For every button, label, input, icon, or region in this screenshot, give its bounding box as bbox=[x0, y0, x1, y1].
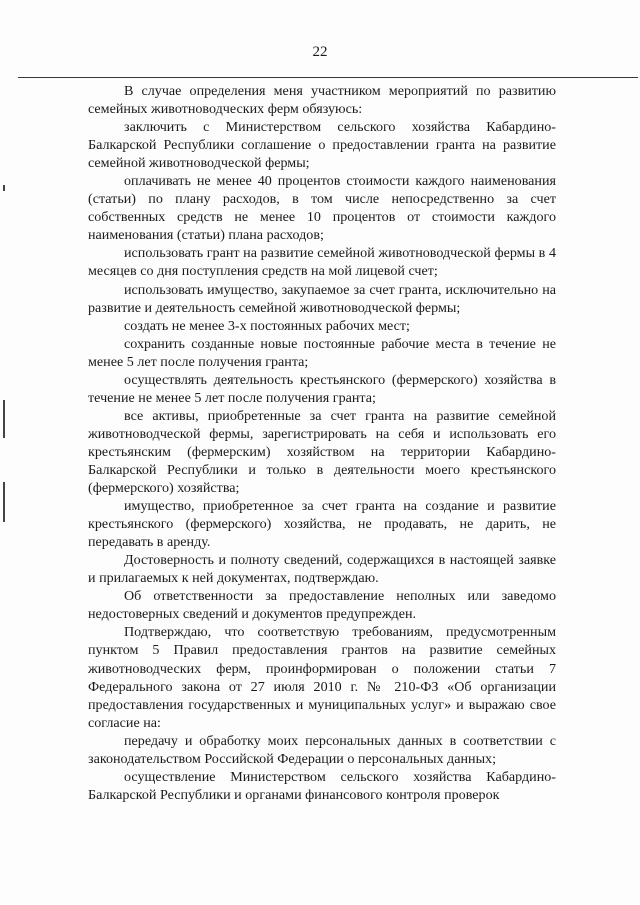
paragraph: использовать грант на развитие семейной животноводческой фермы в 4 месяцев со дня поступления средств на мой лицевой счет; bbox=[88, 245, 556, 280]
paragraph: Достоверность и полноту сведений, содержащихся в настоящей заявке и прилагаемых к ней документах, подтверждаю. bbox=[88, 552, 556, 587]
scan-mark bbox=[3, 185, 5, 191]
scan-mark bbox=[3, 400, 5, 438]
paragraph: Подтверждаю, что соответствую требованиям, предусмотренным пунктом 5 Правил предоставления грантов на развитие семейных животноводческих ферм, проинформирован о положении статьи 7 Федерального закона от 27 июля 2010 г. № 210-ФЗ «Об организации предоставления государственных и муниципальных услуг» и выражаю свое согласие на: bbox=[88, 624, 556, 731]
paragraph: все активы, приобретенные за счет гранта на развитие семейной животноводческой фермы, зарегистрировать на себя и использовать его крестьянским (фермерским) хозяйством на территории Кабардино-Балкарской Республики и только в деятельности моего крестьянского (фермерского) хозяйства; bbox=[88, 407, 556, 497]
paragraph: Об ответственности за предоставление неполных или заведомо недостоверных сведений и документов предупрежден. bbox=[88, 588, 556, 623]
paragraph: заключить с Министерством сельского хозяйства Кабардино-Балкарской Республики соглашение о предоставлении гранта на развитие семейной животноводческой фермы; bbox=[88, 119, 556, 172]
body-text bbox=[88, 82, 556, 804]
header-rule bbox=[18, 77, 638, 78]
paragraph: создать не менее 3-х постоянных рабочих мест; bbox=[124, 317, 410, 334]
paragraph: передачу и обработку моих персональных данных в соответствии с законодательством Российской Федерации о персональных данных; bbox=[88, 732, 556, 767]
paragraph: использовать имущество, закупаемое за счет гранта, исключительно на развитие и деятельность семейной животноводческой фермы; bbox=[88, 281, 556, 316]
page-number: 22 bbox=[312, 44, 328, 60]
paragraph: оплачивать не менее 40 процентов стоимости каждого наименования (статьи) по плану расходов, в том числе непосредственно за счет собственных средств не менее 10 процентов от стоимости каждого наименования (статьи) плана расходов; bbox=[88, 173, 556, 244]
paragraph: имущество, приобретенное за счет гранта на создание и развитие крестьянского (фермерского) хозяйства, не продавать, не дарить, не передавать в аренду. bbox=[88, 498, 556, 551]
paragraph: В случае определения меня участником мероприятий по развитию семейных животноводческих ферм обязуюсь: bbox=[88, 83, 556, 118]
scan-mark bbox=[3, 482, 5, 522]
paragraph: осуществление Министерством сельского хозяйства Кабардино-Балкарской Республики и органами финансового контроля проверок bbox=[88, 768, 556, 803]
paragraph: осуществлять деятельность крестьянского (фермерского) хозяйства в течение не менее 5 лет после получения гранта; bbox=[88, 371, 556, 406]
paragraph: сохранить созданные новые постоянные рабочие места в течение не менее 5 лет после получения гранта; bbox=[88, 335, 556, 370]
